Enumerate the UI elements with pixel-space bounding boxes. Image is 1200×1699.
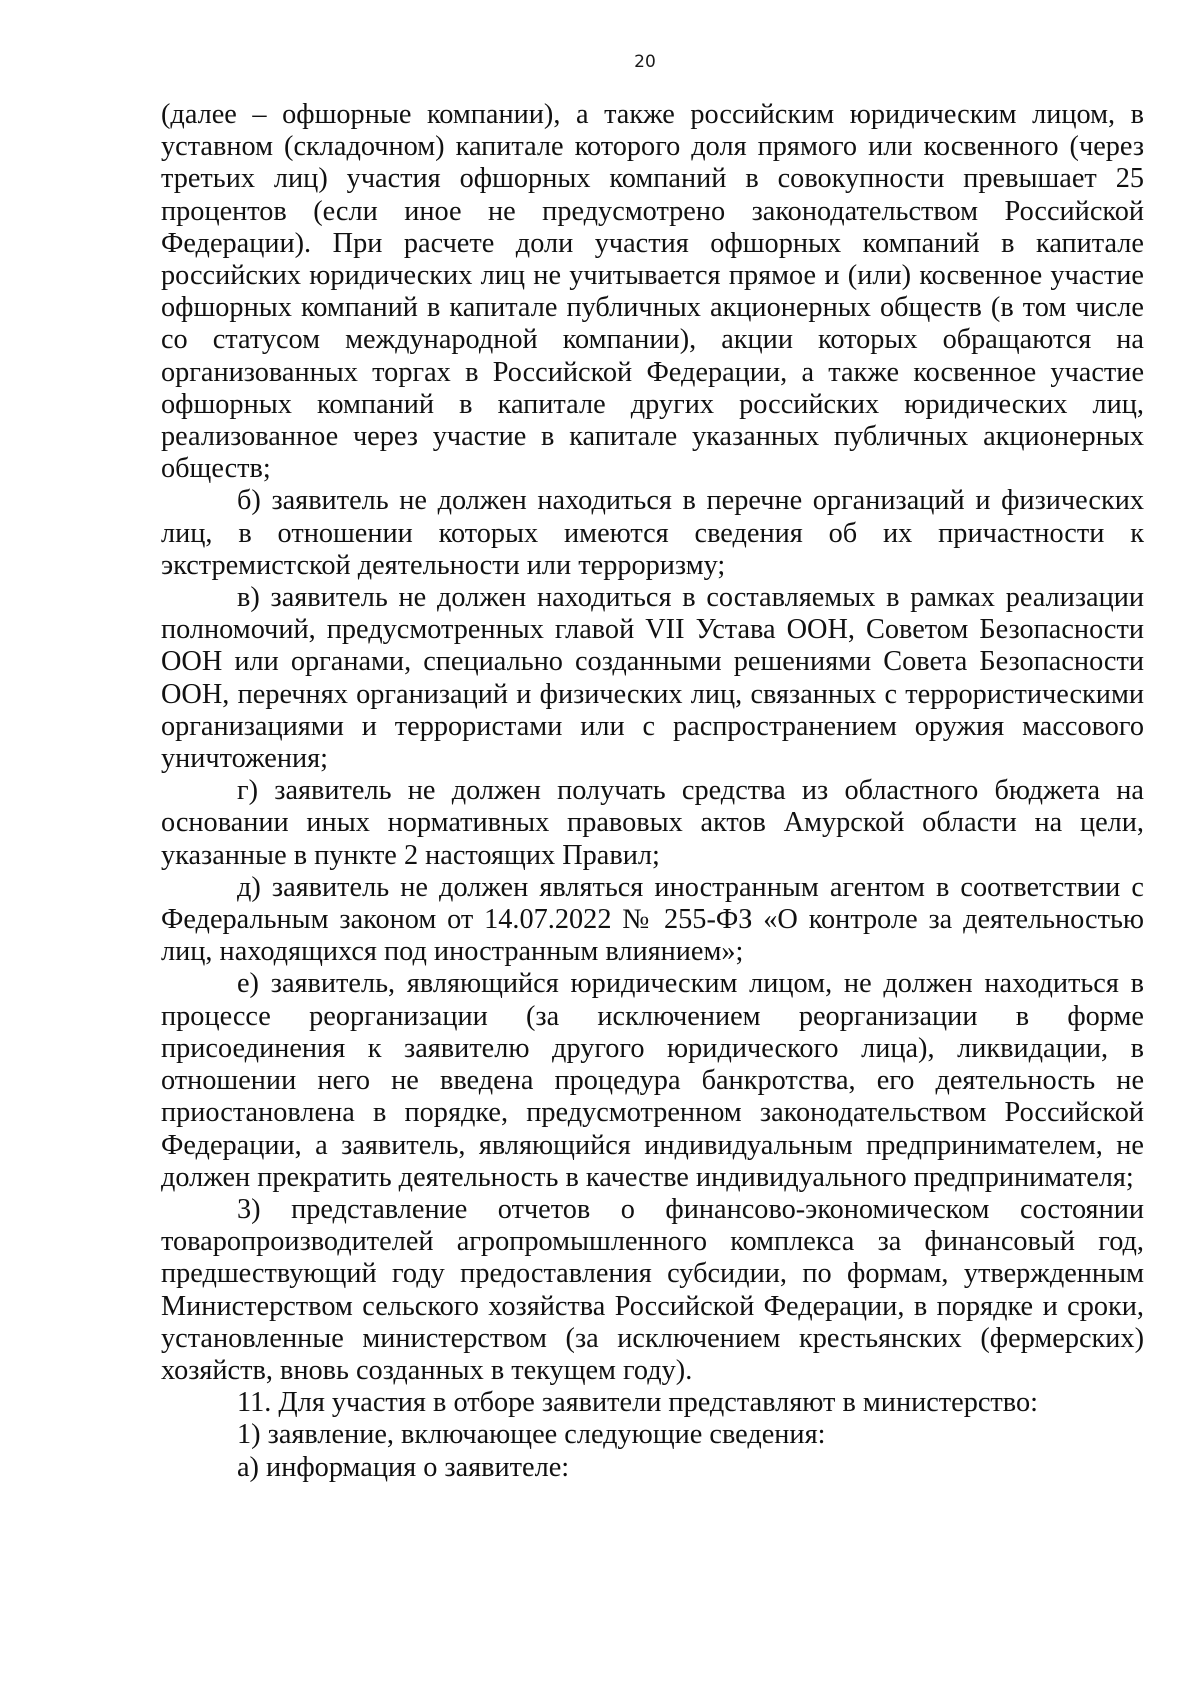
document-body <box>161 99 1144 1484</box>
paragraph-item-v: в) заявитель не должен находиться в составляемых в рамках реализации полномочий, предусмотренных главой VII Устава ООН, Советом Безопасности ООН или органами, специально созданными решениями Совета Безопасности ООН, перечнях организаций и физических лиц, связанных с террористическими организациями и террористами или с распространением оружия массового уничтожения; <box>161 582 1144 775</box>
paragraph-item-a: а) информация о заявителе: <box>237 1451 570 1483</box>
paragraph-item-g: г) заявитель не должен получать средства из областного бюджета на основании иных нормативных правовых актов Амурской области на цели, указанные в пункте 2 настоящих Правил; <box>161 775 1144 871</box>
paragraph-item-d: д) заявитель не должен являться иностранным агентом в соответствии с Федеральным законом от 14.07.2022 № 255-ФЗ «О контроле за деятельностью лиц, находящихся под иностранным влиянием»; <box>161 871 1144 968</box>
page-number: 20 <box>634 52 656 72</box>
paragraph-item-e: е) заявитель, являющийся юридическим лицом, не должен находиться в процессе реорганизации (за исключением реорганизации в форме присоединения к заявителю другого юридического лица), ликвидации, в отношении него не введена процедура банкротства, его деятельность не приостановлена в порядке, предусмотренном законодательством Российской Федерации, а заявитель, являющийся индивидуальным предпринимателем, не должен прекратить деятельность в качестве индивидуального предпринимателя; <box>161 968 1144 1193</box>
paragraph-item-1: 1) заявление, включающее следующие сведения: <box>237 1419 826 1451</box>
paragraph-item-b: б) заявитель не должен находиться в перечне организаций и физических лиц, в отношении которых имеются сведения об их причастности к экстремистской деятельности или терроризму; <box>161 485 1144 581</box>
paragraph-offshore-companies: (далее – офшорные компании), а также российским юридическим лицом, в уставном (складочном) капитале которого доля прямого или косвенного (через третьих лиц) участия офшорных компаний в совокупности превышает 25 процентов (если иное не предусмотрено законодательством Российской Федерации). При расчете доли участия офшорных компаний в капитале российских юридических лиц не учитывается прямое и (или) косвенное участие офшорных компаний в капитале публичных акционерных обществ (в том числе со статусом международной компании), акции которых обращаются на организованных торгах в Российской Федерации, а также косвенное участие офшорных компаний в капитале других российских юридических лиц, реализованное через участие в капитале указанных публичных акционерных обществ; <box>161 99 1144 485</box>
paragraph-section-11: 11. Для участия в отборе заявители представляют в министерство: <box>237 1387 1038 1419</box>
paragraph-item-3: 3) представление отчетов о финансово-экономическом состоянии товаропроизводителей агропромышленного комплекса за финансовый год, предшествующий году предоставления субсидии, по формам, утвержденным Министерством сельского хозяйства Российской Федерации, в порядке и сроки, установленные министерством (за исключением крестьянских (фермерских) хозяйств, вновь созданных в текущем году). <box>161 1193 1144 1386</box>
